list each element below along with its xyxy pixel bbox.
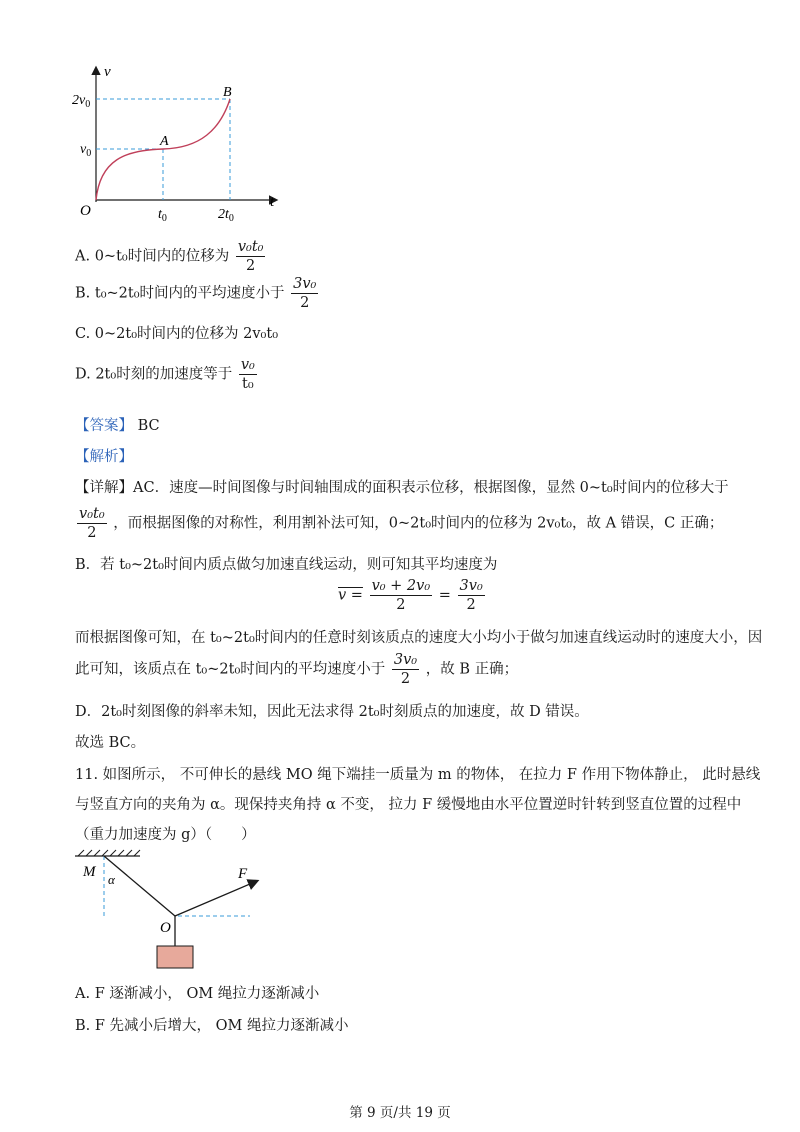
option-a: A. 0~t₀时间内的位移为 $\frac{\text{v₀t₀}}{2}$: [75, 239, 264, 274]
origin-label: O: [80, 203, 91, 219]
option-b: B. t₀~2t₀时间内的平均速度小于 $\frac{\text{3v₀}}{2}$: [75, 276, 317, 311]
answer-line: [75, 414, 160, 435]
fraction: $\frac{\text{3v₀}}{2}$: [393, 652, 418, 687]
fraction: $\frac{\text{3v₀}}{2}$: [459, 578, 483, 613]
fraction: $\frac{\text{v₀ + 2v₀}}{2}$: [371, 578, 431, 613]
hanging-mass: [157, 946, 193, 968]
option-c: C. 0~2t₀时间内的位移为 2v₀t₀: [75, 326, 279, 342]
detail-b-1: B．若 t₀~2t₀时间内质点做匀加速直线运动，则可知其平均速度为: [75, 557, 498, 573]
ceiling-hatch: [78, 850, 140, 856]
answer-tag: 【答案】: [75, 418, 133, 434]
velocity-time-graph: [70, 60, 290, 225]
detail-line-1: 【详解】AC．速度—时间图像与时间轴围成的面积表示位移，根据图像，显然 0~t₀时间内的位移大于: [75, 480, 729, 496]
q11-line-1: 11. 如图所示， 不可伸长的悬线 MO 绳下端挂一质量为 m 的物体， 在拉力 F 作用下物体静止， 此时悬线: [75, 767, 761, 783]
force-f-arrow: [175, 881, 257, 916]
analysis-tag: 【解析】: [75, 449, 133, 465]
q11-option-a: A. F 逐渐减小， OM 绳拉力逐渐减小: [75, 986, 320, 1002]
detail-d: D．2t₀时刻图像的斜率未知，因此无法求得 2t₀时刻质点的加速度，故 D 错误。: [75, 704, 589, 720]
q11-option-b: B. F 先减小后增大， OM 绳拉力逐渐减小: [75, 1018, 349, 1034]
conclusion: 故选 BC。: [75, 735, 146, 751]
fraction: $\frac{\text{v₀t₀}}{2}$: [237, 239, 264, 274]
force-diagram: [70, 848, 270, 972]
y-tick-2v0: $2v_0$: [72, 93, 91, 110]
answer-value: BC: [137, 418, 160, 434]
detail-b-3: 此可知，该质点在 t₀~2t₀时间内的平均速度小于 $\frac{\text{3v₀}}{2}$ ，故 B 正确；: [75, 652, 519, 687]
detail-b-2: 而根据图像可知，在 t₀~2t₀时间内的任意时刻该质点的速度大小均小于做匀加速直线运动时的速度大小，因: [75, 630, 763, 646]
label-f: F: [238, 866, 248, 882]
option-d: D. 2t₀时刻的加速度等于 $\frac{\text{v₀}}{\text{t₀}}$: [75, 357, 255, 392]
label-alpha: α: [108, 872, 115, 887]
fraction: $\frac{\text{3v₀}}{2}$: [293, 276, 317, 311]
q11-line-2: 与竖直方向的夹角为 α。现保持夹角持 α 不变， 拉力 F 缓慢地由水平位置逆时针转到竖直位置的过程中: [75, 797, 742, 813]
q11-line-3: （重力加速度为 g）（ ）: [75, 827, 256, 843]
point-a-label: A: [160, 134, 169, 149]
label-o: O: [160, 920, 171, 936]
y-axis-label: v: [104, 64, 111, 80]
y-tick-v0: $v_0$: [80, 142, 92, 159]
point-b-label: B: [223, 85, 232, 100]
x-axis-label: t: [270, 194, 275, 210]
detail-line-2: $\frac{\text{v₀t₀}}{2}$ ，而根据图像的对称性，利用割补法可知，0~2t₀时间内的位移为 2v₀t₀，故 A 错误，C 正确；: [79, 506, 724, 541]
x-tick-t0: $t_0$: [158, 207, 167, 224]
page-footer: 第 9 页/共 19 页: [349, 1105, 451, 1121]
label-m: M: [83, 864, 96, 880]
average-velocity-equation: v = $\frac{\text{v₀ + 2v₀}}{2}$ = $\frac{\text{3v₀}}{2}$: [338, 578, 483, 613]
fraction: $\frac{\text{v₀}}{\text{t₀}}$: [240, 357, 255, 392]
fraction: $\frac{\text{v₀t₀}}{2}$: [79, 506, 105, 541]
x-tick-2t0: $2t_0$: [218, 207, 234, 224]
